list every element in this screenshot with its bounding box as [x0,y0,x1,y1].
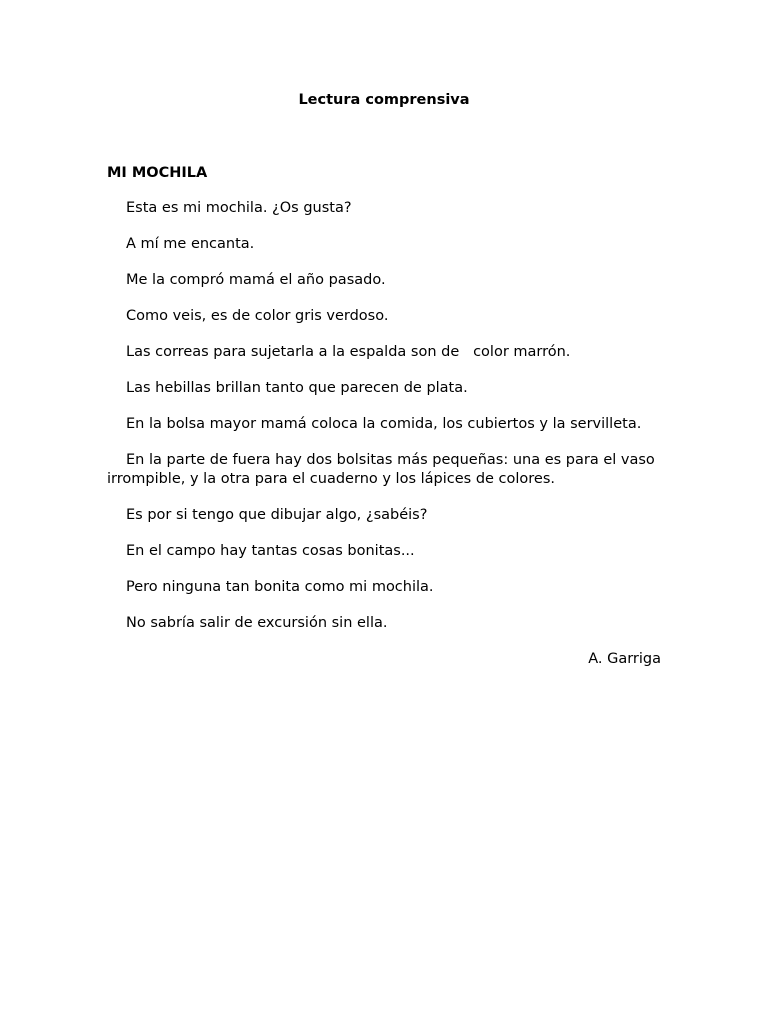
paragraph: Es por si tengo que dibujar algo, ¿sabéis? [126,506,428,523]
story-body [107,163,663,668]
paragraph: A mí me encanta. [126,236,255,252]
story-title: MI MOCHILA [107,165,208,181]
paragraph: Las hebillas brillan tanto que parecen de plata. [126,380,468,396]
paragraph: Pero ninguna tan bonita como mi mochila. [126,578,434,595]
paragraph: No sabría salir de excursión sin ella. [126,614,388,631]
paragraph: En el campo hay tantas cosas bonitas... [126,542,415,559]
paragraph: Me la compró mamá el año pasado. [126,272,386,288]
paragraph: Esta es mi mochila. ¿Os gusta? [126,200,352,216]
author-signature: A. Garriga [588,650,661,667]
paragraph: Las correas para sujetarla a la espalda son de color marrón. [126,344,571,360]
paragraph: Como veis, es de color gris verdoso. [126,308,389,324]
document-heading: Lectura comprensiva [298,92,470,108]
paragraph: En la parte de fuera hay dos bolsitas más pequeñas: una es para el vaso irrompible, y la otra para el cuaderno y los lápices de colores. [107,452,660,487]
paragraph: En la bolsa mayor mamá coloca la comida, los cubiertos y la servilleta. [126,416,642,432]
